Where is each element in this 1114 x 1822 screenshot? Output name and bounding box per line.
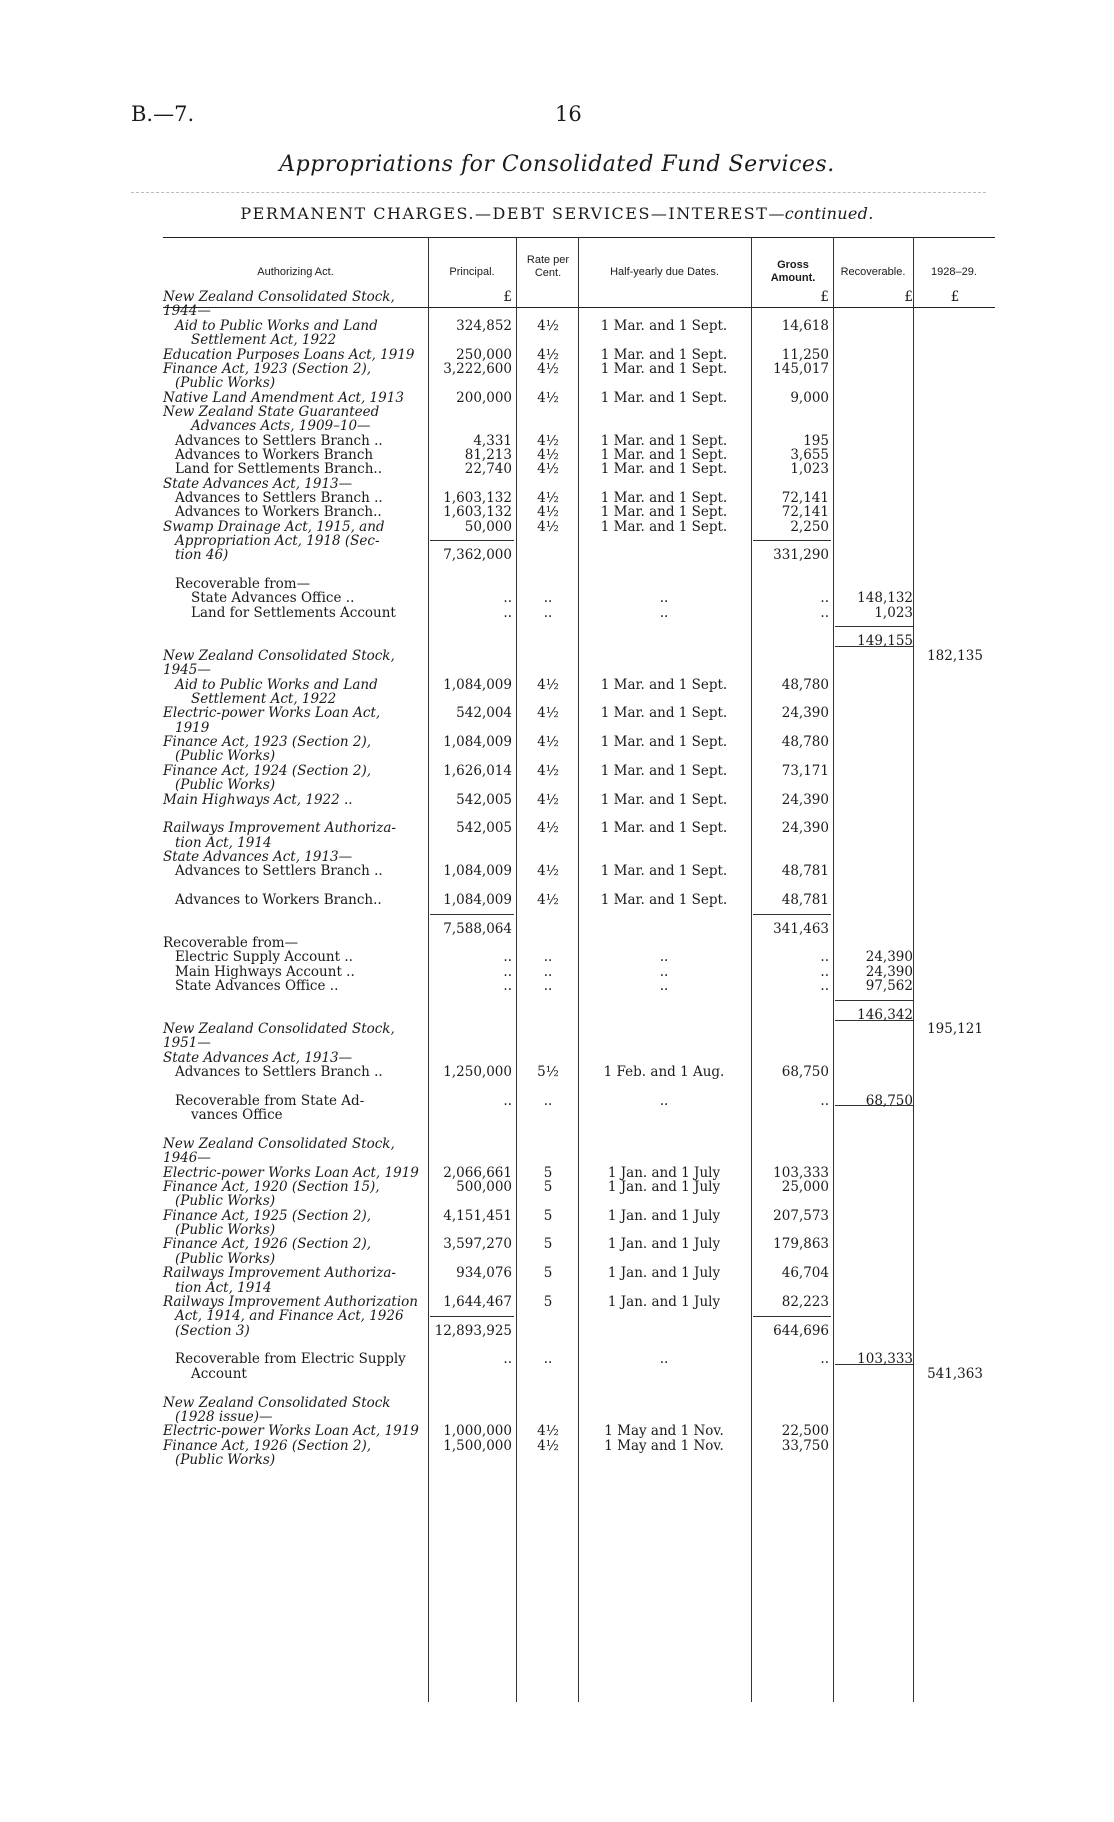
cell-rate: .. bbox=[543, 1351, 553, 1367]
table-body bbox=[163, 237, 995, 1702]
cell-authorizing-act: New Zealand Consolidated Stock, bbox=[163, 648, 395, 664]
table-row bbox=[163, 978, 995, 995]
cell-authorizing-act: New Zealand Consolidated Stock, bbox=[163, 1136, 395, 1152]
report-reference: B.—7. bbox=[131, 102, 195, 126]
cell-rate: 4½ bbox=[537, 390, 559, 406]
table-row bbox=[163, 792, 995, 809]
cell-year-total: 541,363 bbox=[927, 1366, 983, 1382]
cell-authorizing-act: Settlement Act, 1922 bbox=[191, 332, 337, 348]
cell-recoverable: 97,562 bbox=[865, 978, 913, 994]
cell-principal: 200,000 bbox=[456, 390, 512, 406]
cell-principal: .. bbox=[503, 590, 512, 606]
cell-due-dates: .. bbox=[659, 964, 669, 980]
cell-recoverable: 1,023 bbox=[874, 605, 913, 621]
cell-authorizing-act: Advances to Workers Branch.. bbox=[175, 892, 382, 908]
cell-due-dates: 1 Mar. and 1 Sept. bbox=[600, 705, 728, 721]
cell-authorizing-act: State Advances Act, 1913— bbox=[163, 1050, 353, 1066]
cell-authorizing-act: Railways Improvement Authoriza- bbox=[163, 820, 396, 836]
cell-due-dates: .. bbox=[659, 1093, 669, 1109]
cell-authorizing-act: (Public Works) bbox=[175, 748, 276, 764]
cell-gross-amount: 68,750 bbox=[781, 1064, 829, 1080]
cell-authorizing-act: Recoverable from State Ad- bbox=[175, 1093, 365, 1109]
cell-authorizing-act: Aid to Public Works and Land bbox=[175, 677, 378, 693]
cell-gross-amount: 46,704 bbox=[781, 1265, 829, 1281]
cell-principal: 12,893,925 bbox=[434, 1323, 512, 1339]
cell-authorizing-act: Main Highways Account .. bbox=[175, 964, 355, 980]
cell-gross-amount: 24,390 bbox=[781, 705, 829, 721]
cell-due-dates: .. bbox=[659, 949, 669, 965]
cell-authorizing-act: Electric-power Works Loan Act, 1919 bbox=[163, 1165, 419, 1181]
cell-rate: 4½ bbox=[537, 504, 559, 520]
cell-rate: 4½ bbox=[537, 820, 559, 836]
cell-rate: 4½ bbox=[537, 461, 559, 477]
cell-gross-amount: .. bbox=[820, 978, 829, 994]
cell-recoverable: £ bbox=[904, 289, 913, 305]
cell-authorizing-act: Advances to Settlers Branch .. bbox=[175, 1064, 383, 1080]
cell-authorizing-act: (1928 issue)— bbox=[175, 1409, 273, 1425]
cell-authorizing-act: Advances to Settlers Branch .. bbox=[175, 863, 383, 879]
cell-due-dates: 1 Mar. and 1 Sept. bbox=[600, 504, 728, 520]
cell-principal: .. bbox=[503, 1093, 512, 1109]
cell-gross-amount: 25,000 bbox=[781, 1179, 829, 1195]
cell-due-dates: 1 Mar. and 1 Sept. bbox=[600, 447, 728, 463]
cell-due-dates: 1 Mar. and 1 Sept. bbox=[600, 677, 728, 693]
cell-rate: 4½ bbox=[537, 1438, 559, 1454]
cell-authorizing-act: (Public Works) bbox=[175, 1193, 276, 1209]
cell-authorizing-act: vances Office bbox=[191, 1107, 283, 1123]
cell-principal: 1,644,467 bbox=[443, 1294, 512, 1310]
cell-authorizing-act: Electric Supply Account .. bbox=[175, 949, 353, 965]
cell-gross-amount: 24,390 bbox=[781, 820, 829, 836]
cell-year-total: 182,135 bbox=[927, 648, 983, 664]
cell-rate: .. bbox=[543, 605, 553, 621]
cell-gross-amount: .. bbox=[820, 1351, 829, 1367]
cell-principal: 1,084,009 bbox=[443, 734, 512, 750]
cell-authorizing-act: (Section 3) bbox=[175, 1323, 250, 1339]
cell-authorizing-act: tion 46) bbox=[175, 547, 229, 563]
section-subtitle bbox=[0, 204, 1114, 223]
cell-authorizing-act: Education Purposes Loans Act, 1919 bbox=[163, 347, 415, 363]
cell-authorizing-act: Native Land Amendment Act, 1913 bbox=[163, 390, 404, 406]
cell-authorizing-act: New Zealand Consolidated Stock bbox=[163, 1395, 391, 1411]
cell-rate: .. bbox=[543, 949, 553, 965]
cell-due-dates: 1 Mar. and 1 Sept. bbox=[600, 461, 728, 477]
cell-principal: 500,000 bbox=[456, 1179, 512, 1195]
cell-due-dates: 1 Mar. and 1 Sept. bbox=[600, 347, 728, 363]
cell-recoverable: 149,155 bbox=[857, 633, 913, 649]
subtitle-continued: —continued. bbox=[768, 204, 874, 223]
cell-principal: .. bbox=[503, 605, 512, 621]
title-divider bbox=[131, 192, 986, 193]
cell-due-dates: 1 Jan. and 1 July bbox=[607, 1179, 721, 1195]
cell-principal: 542,004 bbox=[456, 705, 512, 721]
cell-authorizing-act: 1951— bbox=[163, 1035, 211, 1051]
cell-rate: 5 bbox=[543, 1179, 553, 1195]
cell-principal: 81,213 bbox=[464, 447, 512, 463]
cell-due-dates: .. bbox=[659, 978, 669, 994]
cell-due-dates: 1 Jan. and 1 July bbox=[607, 1236, 721, 1252]
cell-authorizing-act: (Public Works) bbox=[175, 1222, 276, 1238]
cell-authorizing-act: Finance Act, 1920 (Section 15), bbox=[163, 1179, 380, 1195]
cell-gross-amount: 9,000 bbox=[790, 390, 829, 406]
cell-gross-amount: 24,390 bbox=[781, 792, 829, 808]
cell-gross-amount: 145,017 bbox=[773, 361, 829, 377]
cell-rate: 4½ bbox=[537, 447, 559, 463]
cell-authorizing-act: Advances to Workers Branch.. bbox=[175, 504, 382, 520]
cell-rate: 4½ bbox=[537, 318, 559, 334]
cell-due-dates: 1 Feb. and 1 Aug. bbox=[603, 1064, 725, 1080]
cell-recoverable: 146,342 bbox=[857, 1007, 913, 1023]
table-row bbox=[163, 863, 995, 880]
cell-authorizing-act: Account bbox=[191, 1366, 247, 1382]
cell-principal: .. bbox=[503, 964, 512, 980]
cell-gross-amount: 11,250 bbox=[781, 347, 829, 363]
cell-authorizing-act: (Public Works) bbox=[175, 375, 276, 391]
cell-recoverable: 24,390 bbox=[865, 964, 913, 980]
cell-authorizing-act: Advances to Settlers Branch .. bbox=[175, 433, 383, 449]
cell-principal: .. bbox=[503, 949, 512, 965]
cell-due-dates: .. bbox=[659, 605, 669, 621]
cell-year-total: 195,121 bbox=[927, 1021, 983, 1037]
cell-gross-amount: 48,780 bbox=[781, 734, 829, 750]
header-year: 1928–29. bbox=[931, 266, 977, 278]
cell-due-dates: 1 Jan. and 1 July bbox=[607, 1265, 721, 1281]
cell-gross-amount: 331,290 bbox=[773, 547, 829, 563]
cell-gross-amount: 207,573 bbox=[773, 1208, 829, 1224]
cell-rate: 4½ bbox=[537, 705, 559, 721]
cell-authorizing-act: Land for Settlements Account bbox=[191, 605, 396, 621]
cell-authorizing-act: tion Act, 1914 bbox=[175, 835, 272, 851]
cell-due-dates: 1 Mar. and 1 Sept. bbox=[600, 892, 728, 908]
cell-due-dates: 1 Mar. and 1 Sept. bbox=[600, 734, 728, 750]
appropriations-table bbox=[163, 237, 995, 1702]
cell-due-dates: .. bbox=[659, 590, 669, 606]
cell-gross-amount: 2,250 bbox=[790, 519, 829, 535]
cell-principal: 542,005 bbox=[456, 820, 512, 836]
cell-rate: 4½ bbox=[537, 792, 559, 808]
table-row bbox=[163, 1064, 995, 1081]
cell-gross-amount: .. bbox=[820, 605, 829, 621]
cell-authorizing-act: 1919 bbox=[175, 720, 210, 736]
header-recoverable: Recoverable. bbox=[840, 266, 906, 278]
cell-principal: 4,151,451 bbox=[443, 1208, 512, 1224]
cell-rate: 5 bbox=[543, 1265, 553, 1281]
header-gross-amount: Gross Amount. bbox=[770, 259, 816, 284]
cell-principal: 1,626,014 bbox=[443, 763, 512, 779]
cell-principal: 1,250,000 bbox=[443, 1064, 512, 1080]
cell-due-dates: .. bbox=[659, 1351, 669, 1367]
cell-authorizing-act: Electric-power Works Loan Act, bbox=[163, 705, 381, 721]
table-row bbox=[163, 547, 995, 564]
cell-principal: 934,076 bbox=[456, 1265, 512, 1281]
cell-principal: .. bbox=[503, 978, 512, 994]
cell-rate: 5 bbox=[543, 1208, 553, 1224]
cell-authorizing-act: Land for Settlements Branch.. bbox=[175, 461, 382, 477]
cell-principal: 324,852 bbox=[456, 318, 512, 334]
cell-authorizing-act: Finance Act, 1926 (Section 2), bbox=[163, 1438, 371, 1454]
cell-rate: 4½ bbox=[537, 1423, 559, 1439]
cell-gross-amount: 341,463 bbox=[773, 921, 829, 937]
cell-due-dates: 1 Mar. and 1 Sept. bbox=[600, 763, 728, 779]
cell-rate: 4½ bbox=[537, 892, 559, 908]
cell-rate: 4½ bbox=[537, 763, 559, 779]
cell-authorizing-act: State Advances Act, 1913— bbox=[163, 849, 353, 865]
cell-principal: 50,000 bbox=[464, 519, 512, 535]
cell-gross-amount: 48,780 bbox=[781, 677, 829, 693]
cell-authorizing-act: Electric-power Works Loan Act, 1919 bbox=[163, 1423, 419, 1439]
cell-gross-amount: 73,171 bbox=[781, 763, 829, 779]
cell-rate: 5 bbox=[543, 1236, 553, 1252]
cell-gross-amount: 48,781 bbox=[781, 863, 829, 879]
cell-recoverable: 68,750 bbox=[865, 1093, 913, 1109]
cell-authorizing-act: Railways Improvement Authorization bbox=[163, 1294, 418, 1310]
cell-principal: 1,084,009 bbox=[443, 677, 512, 693]
cell-due-dates: 1 Jan. and 1 July bbox=[607, 1208, 721, 1224]
cell-gross-amount: 644,696 bbox=[773, 1323, 829, 1339]
cell-principal: 4,331 bbox=[473, 433, 512, 449]
cell-authorizing-act: 1946— bbox=[163, 1150, 211, 1166]
header-authorizing-act: Authorizing Act. bbox=[257, 266, 334, 278]
table-row bbox=[163, 1452, 995, 1469]
cell-authorizing-act: Recoverable from— bbox=[163, 935, 299, 951]
cell-gross-amount: 195 bbox=[803, 433, 829, 449]
cell-authorizing-act: Main Highways Act, 1922 .. bbox=[163, 792, 353, 808]
cell-due-dates: 1 Jan. and 1 July bbox=[607, 1165, 721, 1181]
cell-gross-amount: .. bbox=[820, 1093, 829, 1109]
cell-authorizing-act: Swamp Drainage Act, 1915, and bbox=[163, 519, 385, 535]
cell-rate: 4½ bbox=[537, 361, 559, 377]
cell-authorizing-act: State Advances Office .. bbox=[191, 590, 355, 606]
header-due-dates: Half-yearly due Dates. bbox=[610, 266, 719, 278]
cell-rate: .. bbox=[543, 964, 553, 980]
table-row bbox=[163, 1107, 995, 1124]
header-principal: Principal. bbox=[449, 266, 495, 278]
cell-due-dates: 1 May and 1 Nov. bbox=[604, 1423, 724, 1439]
cell-authorizing-act: tion Act, 1914 bbox=[175, 1280, 272, 1296]
cell-authorizing-act: New Zealand Consolidated Stock, bbox=[163, 1021, 395, 1037]
cell-gross-amount: 103,333 bbox=[773, 1165, 829, 1181]
cell-principal: 7,362,000 bbox=[443, 547, 512, 563]
header-rate: Rate per Cent. bbox=[526, 254, 570, 279]
cell-due-dates: 1 Mar. and 1 Sept. bbox=[600, 490, 728, 506]
cell-due-dates: 1 Mar. and 1 Sept. bbox=[600, 519, 728, 535]
cell-rate: .. bbox=[543, 590, 553, 606]
cell-principal: 3,597,270 bbox=[443, 1236, 512, 1252]
cell-recoverable: 103,333 bbox=[857, 1351, 913, 1367]
cell-authorizing-act: Finance Act, 1926 (Section 2), bbox=[163, 1236, 371, 1252]
cell-due-dates: 1 May and 1 Nov. bbox=[604, 1438, 724, 1454]
cell-gross-amount: 1,023 bbox=[790, 461, 829, 477]
cell-gross-amount: .. bbox=[820, 949, 829, 965]
cell-gross-amount: 14,618 bbox=[781, 318, 829, 334]
cell-year-total: £ bbox=[950, 289, 960, 305]
cell-principal: 3,222,600 bbox=[443, 361, 512, 377]
table-row bbox=[163, 1366, 995, 1383]
cell-gross-amount: 72,141 bbox=[781, 504, 829, 520]
cell-authorizing-act: Aid to Public Works and Land bbox=[175, 318, 378, 334]
cell-authorizing-act: Finance Act, 1923 (Section 2), bbox=[163, 734, 371, 750]
cell-due-dates: 1 Mar. and 1 Sept. bbox=[600, 318, 728, 334]
page-title: Appropriations for Consolidated Fund Services. bbox=[279, 152, 835, 177]
cell-rate: 5½ bbox=[537, 1064, 559, 1080]
cell-authorizing-act: Act, 1914, and Finance Act, 1926 bbox=[175, 1308, 404, 1324]
table-row bbox=[163, 1323, 995, 1340]
cell-gross-amount: 179,863 bbox=[773, 1236, 829, 1252]
cell-authorizing-act: Appropriation Act, 1918 (Sec- bbox=[175, 533, 380, 549]
cell-authorizing-act: New Zealand State Guaranteed bbox=[163, 404, 380, 420]
cell-authorizing-act: 1945— bbox=[163, 662, 211, 678]
cell-rate: .. bbox=[543, 1093, 553, 1109]
cell-gross-amount: 22,500 bbox=[781, 1423, 829, 1439]
cell-due-dates: 1 Mar. and 1 Sept. bbox=[600, 433, 728, 449]
cell-gross-amount: 82,223 bbox=[781, 1294, 829, 1310]
cell-authorizing-act: Finance Act, 1924 (Section 2), bbox=[163, 763, 371, 779]
cell-authorizing-act: Finance Act, 1923 (Section 2), bbox=[163, 361, 371, 377]
cell-gross-amount: 3,655 bbox=[790, 447, 829, 463]
cell-due-dates: 1 Jan. and 1 July bbox=[607, 1294, 721, 1310]
cell-authorizing-act: State Advances Act, 1913— bbox=[163, 476, 353, 492]
cell-authorizing-act: (Public Works) bbox=[175, 777, 276, 793]
cell-rate: 4½ bbox=[537, 519, 559, 535]
cell-due-dates: 1 Mar. and 1 Sept. bbox=[600, 863, 728, 879]
cell-authorizing-act: Advances Acts, 1909–10— bbox=[191, 418, 371, 434]
cell-authorizing-act: (Public Works) bbox=[175, 1251, 276, 1267]
cell-due-dates: 1 Mar. and 1 Sept. bbox=[600, 390, 728, 406]
table-row bbox=[163, 605, 995, 622]
cell-authorizing-act: Recoverable from— bbox=[175, 576, 311, 592]
cell-principal: 1,603,132 bbox=[443, 504, 512, 520]
cell-authorizing-act: Advances to Workers Branch bbox=[175, 447, 374, 463]
cell-due-dates: 1 Mar. and 1 Sept. bbox=[600, 792, 728, 808]
cell-authorizing-act: 1944— bbox=[163, 303, 211, 319]
page-number: 16 bbox=[555, 102, 582, 126]
cell-gross-amount: £ bbox=[820, 289, 829, 305]
cell-rate: 5 bbox=[543, 1165, 553, 1181]
cell-authorizing-act: Advances to Settlers Branch .. bbox=[175, 490, 383, 506]
cell-principal: 7,588,064 bbox=[443, 921, 512, 937]
cell-principal: £ bbox=[503, 289, 512, 305]
cell-rate: .. bbox=[543, 978, 553, 994]
cell-gross-amount: 33,750 bbox=[781, 1438, 829, 1454]
cell-rate: 4½ bbox=[537, 347, 559, 363]
cell-gross-amount: .. bbox=[820, 590, 829, 606]
cell-authorizing-act: Settlement Act, 1922 bbox=[191, 691, 337, 707]
cell-principal: 22,740 bbox=[464, 461, 512, 477]
cell-rate: 4½ bbox=[537, 433, 559, 449]
cell-rate: 4½ bbox=[537, 863, 559, 879]
cell-rate: 4½ bbox=[537, 490, 559, 506]
cell-principal: 1,500,000 bbox=[443, 1438, 512, 1454]
cell-authorizing-act: State Advances Office .. bbox=[175, 978, 339, 994]
cell-rate: 5 bbox=[543, 1294, 553, 1310]
cell-due-dates: 1 Mar. and 1 Sept. bbox=[600, 820, 728, 836]
cell-recoverable: 24,390 bbox=[865, 949, 913, 965]
table-row bbox=[163, 892, 995, 909]
subtitle-main: PERMANENT CHARGES.—DEBT SERVICES—INTEREST bbox=[240, 204, 769, 223]
cell-due-dates: 1 Mar. and 1 Sept. bbox=[600, 361, 728, 377]
cell-principal: 1,084,009 bbox=[443, 892, 512, 908]
cell-principal: 1,000,000 bbox=[443, 1423, 512, 1439]
cell-rate: 4½ bbox=[537, 734, 559, 750]
cell-gross-amount: 48,781 bbox=[781, 892, 829, 908]
cell-principal: 1,084,009 bbox=[443, 863, 512, 879]
cell-rate: 4½ bbox=[537, 677, 559, 693]
cell-authorizing-act: Recoverable from Electric Supply bbox=[175, 1351, 406, 1367]
cell-principal: 1,603,132 bbox=[443, 490, 512, 506]
cell-principal: 2,066,661 bbox=[443, 1165, 512, 1181]
cell-principal: 542,005 bbox=[456, 792, 512, 808]
cell-principal: .. bbox=[503, 1351, 512, 1367]
cell-authorizing-act: Railways Improvement Authoriza- bbox=[163, 1265, 396, 1281]
cell-authorizing-act: New Zealand Consolidated Stock, bbox=[163, 289, 395, 305]
cell-recoverable: 148,132 bbox=[857, 590, 913, 606]
cell-authorizing-act: Finance Act, 1925 (Section 2), bbox=[163, 1208, 371, 1224]
cell-gross-amount: .. bbox=[820, 964, 829, 980]
cell-principal: 250,000 bbox=[456, 347, 512, 363]
cell-authorizing-act: (Public Works) bbox=[175, 1452, 276, 1468]
cell-gross-amount: 72,141 bbox=[781, 490, 829, 506]
